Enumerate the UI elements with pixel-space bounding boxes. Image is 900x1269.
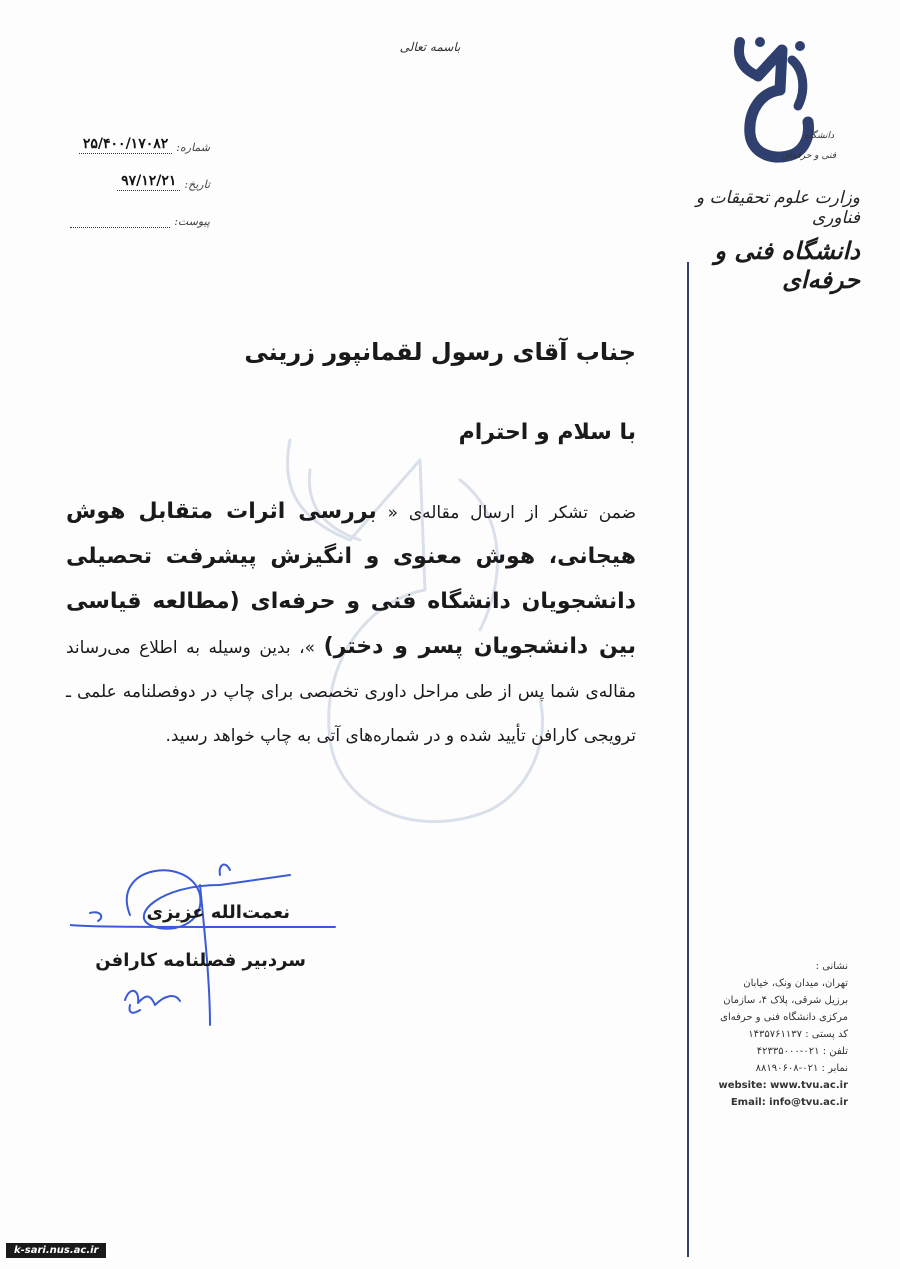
ministry-name: وزارت علوم تحقیقات و فناوری: [695, 188, 860, 228]
letter-attachment-label: پیوست:: [174, 215, 210, 228]
body-intro: ضمن تشکر از ارسال مقاله‌ی «: [387, 503, 637, 523]
letter-meta: [40, 128, 210, 239]
letter-number-label: شماره:: [176, 141, 210, 154]
letter-number-row: [40, 128, 210, 154]
signatory-role: سردبیر فصلنامه کارافن: [95, 950, 306, 971]
address-line2: برزیل شرقی، پلاک ۴، سازمان: [723, 995, 848, 1006]
email-link[interactable]: Email: info@tvu.ac.ir: [730, 1097, 848, 1108]
contact-block: [700, 958, 848, 1111]
address-line1: تهران، میدان ونک، خیابان: [743, 978, 848, 989]
logo-caption-line1: دانشگاه: [804, 131, 834, 141]
letter-attachment-row: [40, 202, 210, 228]
address-label: نشانی :: [815, 961, 848, 972]
letter-date-value: ۹۷/۱۲/۲۱: [117, 173, 180, 191]
phone-row: [700, 1043, 848, 1060]
address-line3: مرکزی دانشگاه فنی و حرفه‌ای: [720, 1012, 848, 1023]
postal-value: ۱۴۳۵۷۶۱۱۳۷: [748, 1029, 803, 1040]
source-badge: k-sari.nus.ac.ir: [6, 1243, 106, 1258]
fax-row: [700, 1060, 848, 1077]
letter-body: [66, 490, 636, 758]
university-name: دانشگاه فنی و حرفه‌ای: [714, 236, 860, 294]
postal-label: کد پستی :: [805, 1029, 848, 1040]
body-rest: »، بدین وسیله به اطلاع می‌رساند مقاله‌ی شما پس از طی مراحل داوری تخصصی برای چاپ در دوفصلنامه علمی ـ ترویجی کارافن تأیید شده و در شماره‌های آتی به چاپ خواهد رسید.: [66, 638, 636, 746]
fax-value: ۰۲۱-۸۸۱۹۰۶۰۸: [755, 1063, 819, 1074]
signatory-name: نعمت‌الله عزیزی: [146, 902, 290, 923]
margin-rule: [687, 262, 689, 1257]
postal-code-row: [700, 1026, 848, 1043]
article-title: بررسی اثرات متقابل هوش هیجانی، هوش معنوی و انگیزش پیشرفت تحصیلی دانشجویان دانشگاه فنی و حرفه‌ای (مطالعه قیاسی بین دانشجویان پسر و دختر): [66, 499, 636, 659]
letter-attachment-value: [70, 212, 170, 228]
letter-date-label: تاریخ:: [184, 178, 210, 191]
addressee: جناب آقای رسول لقمانپور زرینی: [244, 338, 636, 366]
letter-date-row: [40, 165, 210, 191]
logo-caption-line2: فنی و حرفه‌ای: [782, 151, 836, 161]
phone-label: تلفن :: [822, 1046, 848, 1057]
basmala: باسمه تعالی: [399, 40, 461, 54]
fax-label: نمابر :: [821, 1063, 848, 1074]
letter-number-value: ۲۵/۴۰۰/۱۷۰۸۲: [79, 136, 172, 154]
greeting: با سلام و احترام: [458, 420, 636, 445]
phone-value: ۰۲۱-۴۲۳۳۵۰۰۰: [756, 1046, 820, 1057]
university-logo-icon: [722, 30, 842, 180]
handwritten-signature-icon: [70, 855, 340, 1035]
website-link[interactable]: website: www.tvu.ac.ir: [718, 1080, 848, 1091]
